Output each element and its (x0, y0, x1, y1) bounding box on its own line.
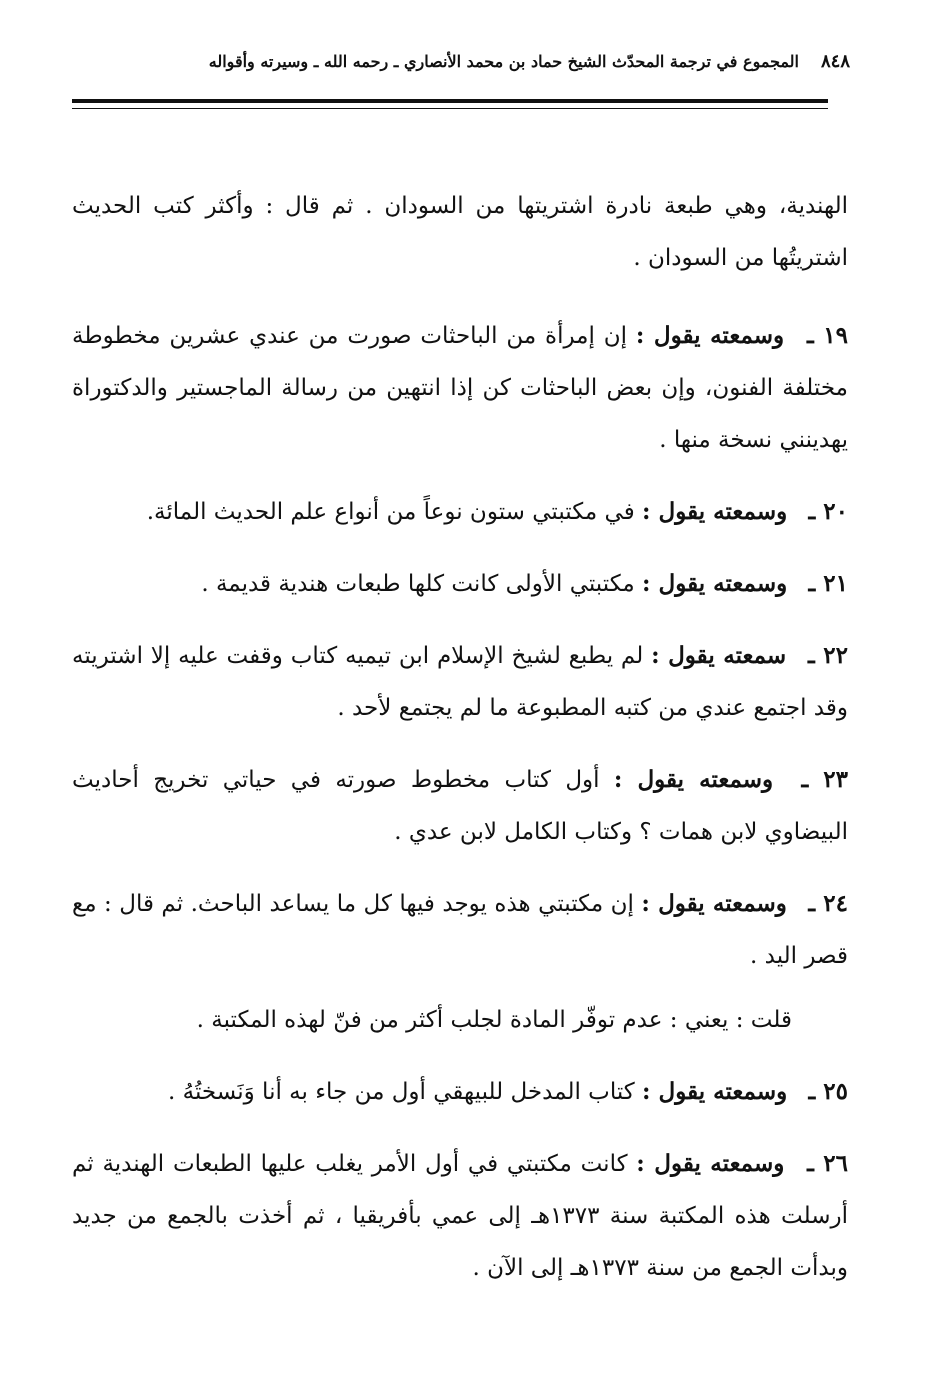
speaker-phrase: وسمعته يقول : (642, 498, 788, 525)
item-number: ٢٤ ـ (808, 890, 849, 917)
paragraph-text: مكتبتي الأولى كانت كلها طبعات هندية قديمة . (201, 571, 635, 597)
paragraph-text: كتاب المدخل للبيهقي أول من جاء به أنا وَنَسختُهُ . (167, 1079, 635, 1105)
item-number: ٢٢ ـ (808, 642, 848, 669)
item-number: ٢٦ ـ (807, 1150, 848, 1177)
numbered-paragraph (72, 754, 848, 858)
item-number: ٢٥ ـ (808, 1078, 848, 1105)
speaker-phrase: وسمعته يقول : (641, 890, 787, 917)
speaker-phrase: وسمعته يقول : (642, 1078, 788, 1105)
page-number: ٨٤٨ (820, 50, 850, 72)
paragraph-text: إن إمرأة من الباحثات صورت من عندي عشرين مخطوطة مختلفة الفنون، وإن بعض الباحثات كن إذا انتهين من رسالة الماجستير والدكتوراة يهدينني نسخة منها . (72, 323, 848, 453)
numbered-paragraph (72, 1138, 848, 1294)
speaker-phrase: وسمعته يقول : (642, 570, 788, 597)
item-number: ٢٣ ـ (801, 766, 849, 793)
numbered-paragraph (72, 878, 848, 982)
running-title: المجموع في ترجمة المحدّث الشيخ حماد بن محمد الأنصاري ـ رحمه الله ـ وسيرته وأقواله (208, 51, 799, 71)
paragraph-text: إن مكتبتي هذه يوجد فيها كل ما يساعد الباحث. ثم قال : مع قصر اليد . (72, 891, 848, 969)
paragraph-text: كانت مكتبتي في أول الأمر يغلب عليها الطبعات الهندية ثم أرسلت هذه المكتبة سنة ١٣٧٣هـ إلى عمي بأفريقيا ، ثم أخذت بالجمع من جديد وبدأت الجمع من سنة ١٣٧٣هـ إلى الآن . (72, 1151, 848, 1281)
commentary-paragraph (72, 994, 848, 1046)
header-rule-thick (72, 99, 828, 103)
numbered-paragraph (72, 1066, 848, 1118)
paragraph-text: لم يطبع لشيخ الإسلام ابن تيميه كتاب وقفت عليه إلا اشتريته وقد اجتمع عندي من كتبه المطبوعة ما لم يجتمع لأحد . (72, 643, 848, 721)
speaker-phrase: وسمعته يقول : (613, 766, 774, 793)
speaker-phrase: سمعته يقول : (651, 642, 787, 669)
paragraph-text: قلت : يعني : عدم توفّر المادة لجلب أكثر من فنّ لهذه المكتبة . (196, 1007, 792, 1033)
running-header (170, 46, 850, 76)
numbered-paragraph (72, 630, 848, 734)
header-rule-thin (72, 108, 828, 109)
paragraph-text: أول كتاب مخطوط صورته في حياتي تخريج أحاديث البيضاوي لابن همات ؟ وكتاب الكامل لابن عدي . (72, 767, 848, 845)
paragraph-text: الهندية، وهي طبعة نادرة اشتريتها من السودان . ثم قال : وأكثر كتب الحديث اشتريتُها من السودان . (72, 193, 848, 271)
paragraph-text: في مكتبتي ستون نوعاً من أنواع علم الحديث المائة. (146, 499, 635, 525)
item-number: ٢١ ـ (808, 570, 848, 597)
page-body (72, 180, 848, 1314)
item-number: ٢٠ ـ (808, 498, 848, 525)
numbered-paragraph (72, 310, 848, 466)
speaker-phrase: وسمعته يقول : (636, 1150, 785, 1177)
numbered-paragraph (72, 486, 848, 538)
numbered-paragraph (72, 558, 848, 610)
paragraph (72, 180, 848, 284)
speaker-phrase: وسمعته يقول : (635, 322, 785, 349)
item-number: ١٩ ـ (807, 322, 849, 349)
